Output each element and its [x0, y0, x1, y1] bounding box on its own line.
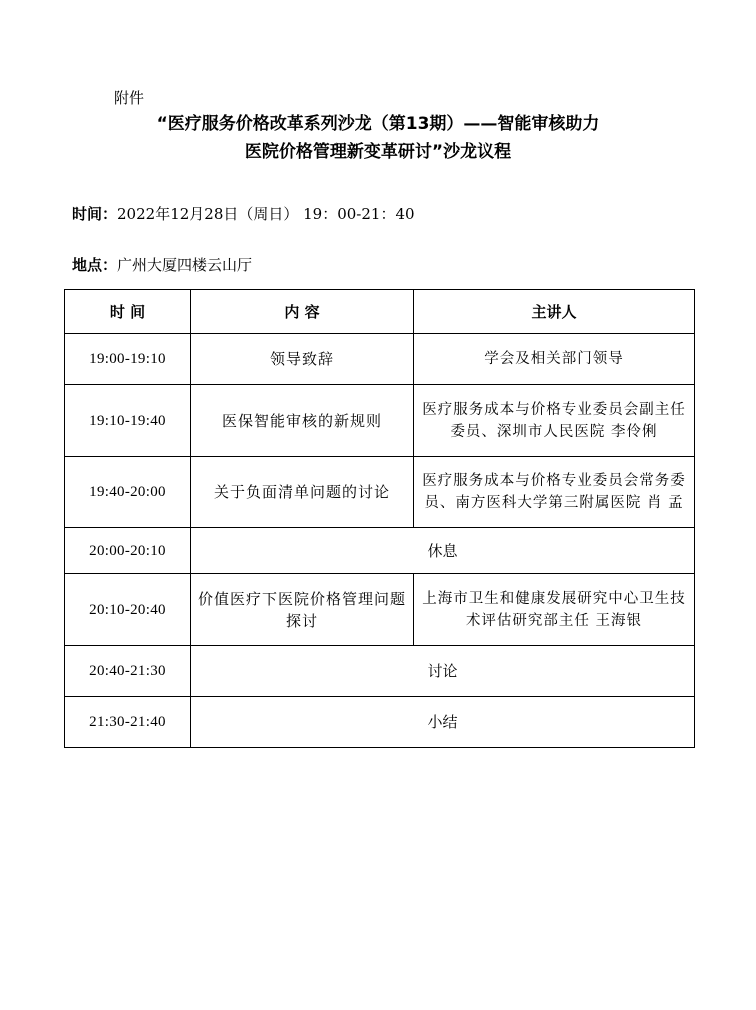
row-merged-content: 小结 — [191, 697, 695, 748]
agenda-row — [65, 646, 695, 697]
agenda-row — [65, 574, 695, 646]
row-time: 19:10-19:40 — [65, 385, 191, 457]
row-content: 关于负面清单问题的讨论 — [191, 457, 414, 528]
agenda-row — [65, 334, 695, 385]
row-time: 20:00-20:10 — [65, 528, 191, 574]
row-time: 20:10-20:40 — [65, 574, 191, 646]
row-time: 19:00-19:10 — [65, 334, 191, 385]
event-time-label: 时间： — [72, 205, 118, 223]
event-place-value: 广州大厦四楼云山厅 — [117, 256, 253, 274]
agenda-row — [65, 697, 695, 748]
agenda-table — [64, 289, 695, 748]
event-time-value: 2022年12月28日（周日） 19：00-21：40 — [117, 205, 415, 223]
header-speaker: 主讲人 — [414, 290, 695, 334]
agenda-header-row — [65, 290, 695, 334]
header-time: 时 间 — [65, 290, 191, 334]
row-content: 价值医疗下医院价格管理问题探讨 — [191, 574, 414, 646]
row-content: 医保智能审核的新规则 — [191, 385, 414, 457]
document-title-line-2: 医院价格管理新变革研讨”沙龙议程 — [244, 142, 512, 162]
row-time: 19:40-20:00 — [65, 457, 191, 528]
event-time — [72, 203, 415, 225]
row-merged-content: 休息 — [191, 528, 695, 574]
row-speaker: 上海市卫生和健康发展研究中心卫生技术评估研究部主任 王海银 — [414, 574, 695, 646]
event-place-label: 地点： — [72, 256, 118, 274]
attachment-label: 附件 — [114, 89, 145, 107]
event-place — [72, 254, 252, 276]
row-time: 20:40-21:30 — [65, 646, 191, 697]
agenda-row — [65, 457, 695, 528]
row-merged-content: 讨论 — [191, 646, 695, 697]
header-content: 内 容 — [191, 290, 414, 334]
row-speaker: 学会及相关部门领导 — [414, 334, 695, 385]
row-content: 领导致辞 — [191, 334, 414, 385]
document-title-line-1: “医疗服务价格改革系列沙龙（第13期）——智能审核助力 — [156, 114, 600, 134]
row-speaker: 医疗服务成本与价格专业委员会副主任委员、深圳市人民医院 李伶俐 — [414, 385, 695, 457]
agenda-row — [65, 385, 695, 457]
row-speaker: 医疗服务成本与价格专业委员会常务委员、南方医科大学第三附属医院 肖 孟 — [414, 457, 695, 528]
row-time: 21:30-21:40 — [65, 697, 191, 748]
agenda-row — [65, 528, 695, 574]
